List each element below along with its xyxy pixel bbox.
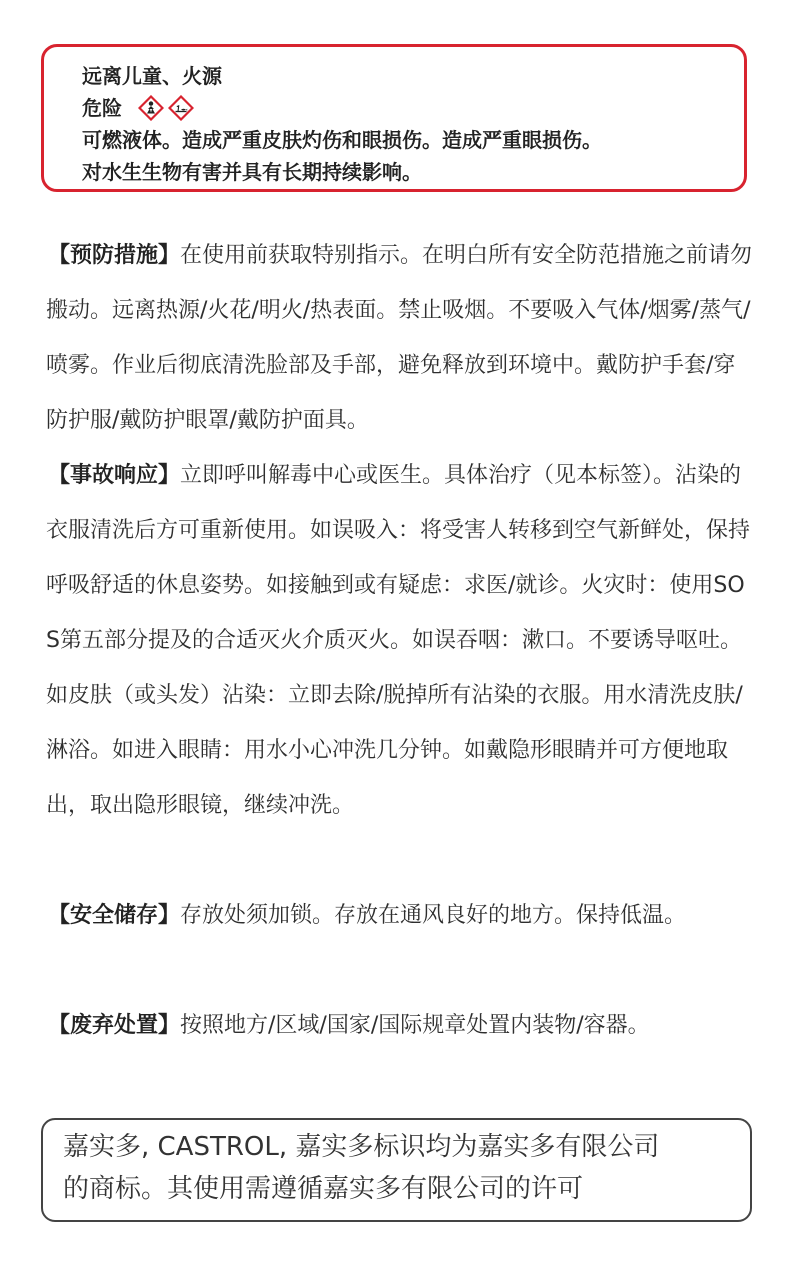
- disposal-heading: 【废弃处置】: [48, 1013, 181, 1038]
- disposal-text: 按照地方/区域/国家/国际规章处置内装物/容器。: [180, 1013, 650, 1038]
- signal-word-row: [82, 92, 744, 124]
- disposal-section: [46, 998, 756, 1053]
- keep-away-text: 远离儿童、火源: [82, 64, 222, 88]
- precaution-heading: 【预防措施】: [48, 243, 181, 268]
- storage-heading: 【安全储存】: [48, 903, 181, 928]
- environment-hazard-pictogram-icon: [168, 95, 194, 121]
- hazard-warning-box: [41, 44, 747, 192]
- signal-word: 危险: [82, 96, 122, 120]
- response-text: 立即呼叫解毒中心或医生。具体治疗（见本标签）。沾染的衣服清洗后方可重新使用。如误吸入：将受害人转移到空气新鲜处，保持呼吸舒适的休息姿势。如接触到或有疑虑：求医/就诊。火灾时：使用SOS第五部分提及的合适灭火介质灭火。如误吞咽：漱口。不要诱导呕吐。如皮肤（或头发）沾染：立即去除/脱掉所有沾染的衣服。用水清洗皮肤/淋浴。如进入眼睛：用水小心冲洗几分钟。如戴隐形眼睛并可方便地取出，取出隐形眼镜，继续冲洗。: [46, 463, 751, 818]
- storage-section: [46, 888, 756, 943]
- hazard-statement-2: 对水生生物有害并具有长期持续影响。: [82, 160, 422, 184]
- trademark-notice-box: [41, 1118, 752, 1222]
- response-section: [46, 448, 756, 833]
- hazard-statement-1: 可燃液体。造成严重皮肤灼伤和眼损伤。造成严重眼损伤。: [82, 128, 602, 152]
- storage-text: 存放处须加锁。存放在通风良好的地方。保持低温。: [180, 903, 687, 928]
- response-heading: 【事故响应】: [48, 463, 181, 488]
- trademark-line-1: 嘉实多, CASTROL, 嘉实多标识均为嘉实多有限公司: [63, 1132, 660, 1162]
- precaution-text: 在使用前获取特别指示。在明白所有安全防范措施之前请勿搬动。远离热源/火花/明火/热表面。禁止吸烟。不要吸入气体/烟雾/蒸气/喷雾。作业后彻底清洗脸部及手部，避免释放到环境中。戴防护手套/穿防护服/戴防护眼罩/戴防护面具。: [46, 243, 753, 433]
- hazard-pictograms: [138, 95, 194, 121]
- trademark-line-2: 的商标。其使用需遵循嘉实多有限公司的许可: [63, 1174, 584, 1204]
- precaution-section: [46, 228, 756, 448]
- health-hazard-pictogram-icon: [138, 95, 164, 121]
